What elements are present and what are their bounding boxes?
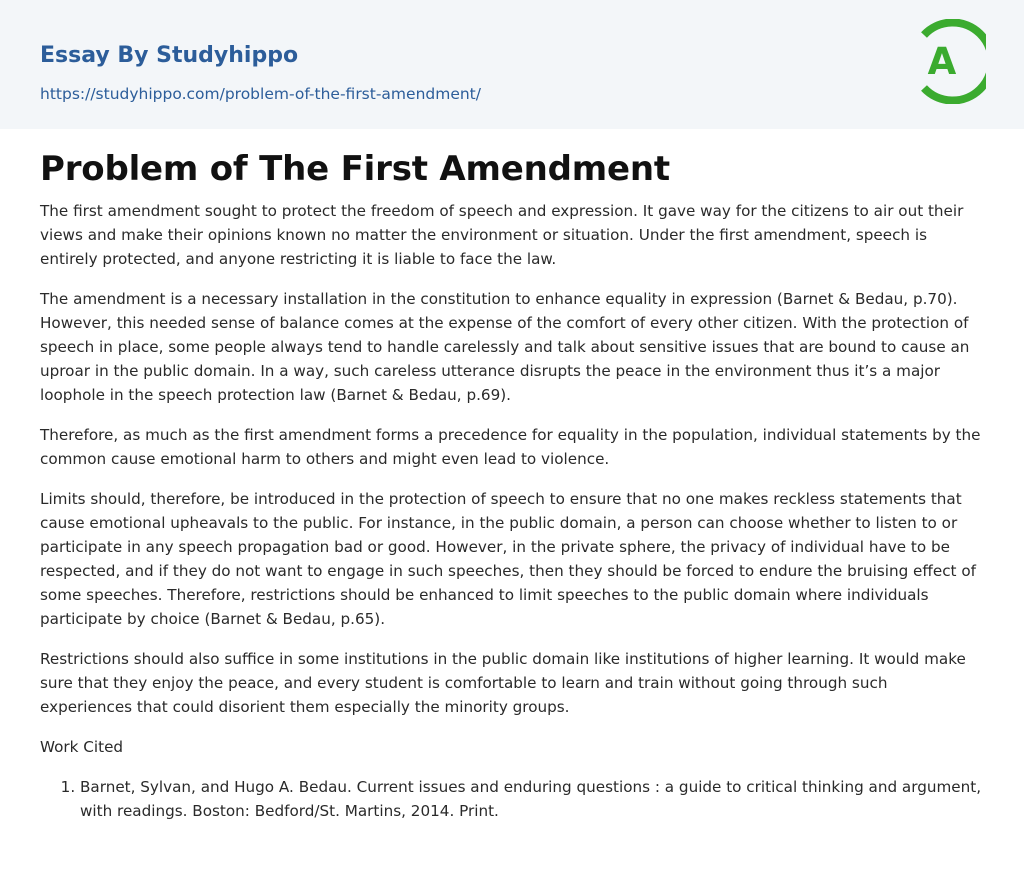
logo-letter: A <box>927 40 957 83</box>
work-cited-heading: Work Cited <box>40 738 124 756</box>
paragraph: The amendment is a necessary installation in the constitution to enhance equality in expression (Barnet & Bedau, p.70). However, this needed sense of balance comes at the expense of the comfort of every other citizen. With the protection of speech in place, some people always tend to handle carelessly and talk about sensitive issues that are bound to cause an uproar in the public domain. In a way, such careless utterance disrupts the peace in the environment thus it’s a major loophole in the speech protection law (Barnet & Bedau, p.69). <box>40 290 970 404</box>
page-title: Problem of The First Amendment <box>40 149 670 189</box>
studyhippo-logo-icon[interactable] <box>916 19 986 104</box>
references-list <box>40 775 984 823</box>
paragraph: Therefore, as much as the first amendment forms a precedence for equality in the population, individual statements by the common cause emotional harm to others and might even lead to violence. <box>40 426 981 468</box>
paragraph: Limits should, therefore, be introduced in the protection of speech to ensure that no one makes reckless statements that cause emotional upheavals to the public. For instance, in the public domain, a person can choose whether to listen to or participate in any speech propagation bad or good. However, in the private sphere, the privacy of individual have to be respected, and if they do not want to engage in such speeches, then they should be forced to endure the bruising effect of some speeches. Therefore, restrictions should be enhanced to limit speeches to the public domain where individuals participate by choice (Barnet & Bedau, p.65). <box>40 490 976 628</box>
brand-title[interactable]: Essay By Studyhippo <box>40 43 299 68</box>
article-content <box>0 147 1024 823</box>
paragraph: The first amendment sought to protect the freedom of speech and expression. It gave way for the citizens to air out their views and make their opinions known no matter the environment or situation. Under the first amendment, speech is entirely protected, and anyone restricting it is liable to face the law. <box>40 202 964 268</box>
reference-item: 1. Barnet, Sylvan, and Hugo A. Bedau. Current issues and enduring questions : a guide to critical thinking and argument, with readings. Boston: Bedford/St. Martins, 2014. Print. <box>80 775 984 823</box>
paragraph: Restrictions should also suffice in some institutions in the public domain like institutions of higher learning. It would make sure that they enjoy the peace, and every student is comfortable to learn and train without going through such experiences that could disorient them especially the minority groups. <box>40 650 966 716</box>
site-header <box>0 0 1024 129</box>
essay-url-link[interactable]: https://studyhippo.com/problem-of-the-first-amendment/ <box>40 85 481 103</box>
